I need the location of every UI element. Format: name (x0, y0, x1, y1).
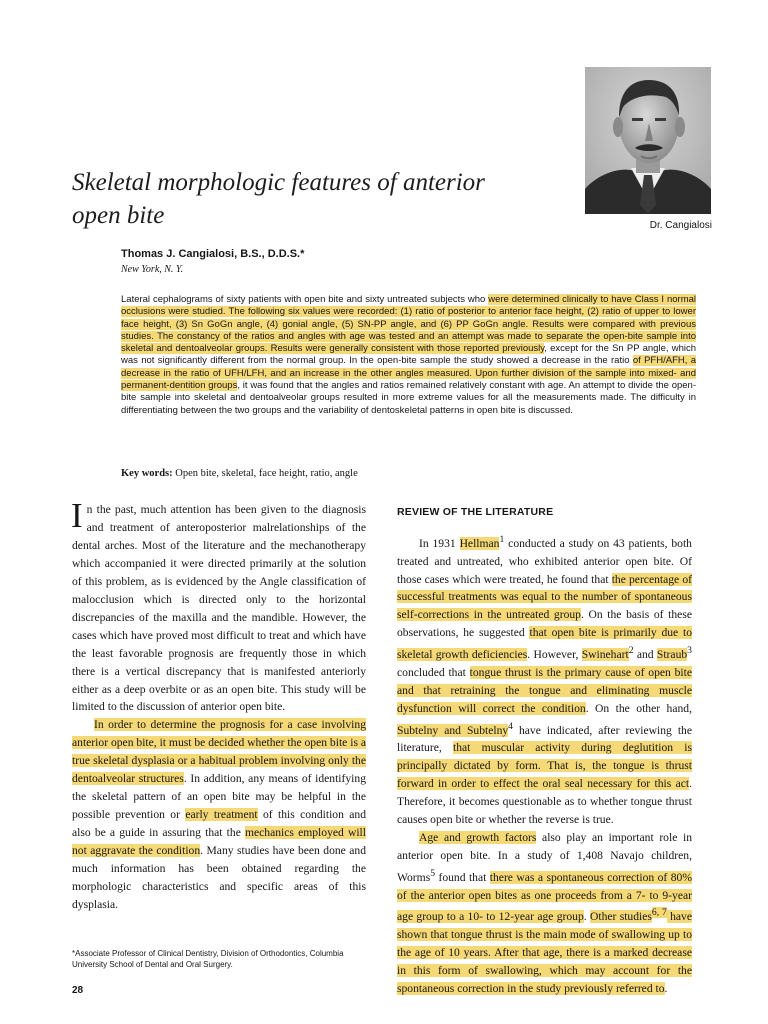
keywords (121, 468, 358, 479)
paragraph-text: n the past, much attention has been given to the diagnosis and treatment of anteroposterior malrelationships of the dental arches. Most of the literature and the mechanotherapy which accompanied it were directed primarily at the solution of this problem, as is evidenced by the Angle classification of malocclusion which is directed only to the horizontal discrepancies of the maxilla and the mandible. However, the cases which have proved most difficult to treat and which have the least favorable prognosis are frequently those in which there is a vertical discrepancy that is manifested anteriorly either as a deep overbite or as an open bite. This study will be limited to the discussion of anterior open bite. (72, 503, 366, 714)
paragraph-text: . (583, 910, 590, 924)
paragraph-text: conducted a study on 43 patients, both treated and untreated, who exhibited anterior open bite. Of those cases which were treated, he found that (397, 536, 692, 586)
highlighted-text: have shown that tongue thrust is the main mode of swallowing up to the age of 10 years. After that age, there is a marked decrease in this form of swallowing, which may account for the spontaneous correction in the study previously referred to (397, 910, 693, 995)
title-line-2: open bite (72, 202, 165, 229)
right-column (397, 504, 692, 998)
reference-number: 6, 7 (651, 907, 667, 919)
footnote: *Associate Professor of Clinical Dentistry, Division of Orthodontics, Columbia University School of Dental and Oral Surgery. (72, 949, 344, 969)
reference-number: 3 (687, 645, 692, 657)
abstract-text: Lateral cephalograms of sixty patients with open bite and sixty untreated subjects who (121, 294, 489, 305)
paragraph-text: of this condition and also be a guide in assuring that the (72, 808, 366, 840)
keywords-label: Key words: (121, 468, 173, 479)
paragraph-text: have indicated, after reviewing the literature, (397, 723, 692, 755)
body-paragraph (72, 716, 366, 913)
paragraph-text: also play an important role in anterior open bite. In a study of 1,408 Navajo children, Worms (397, 830, 693, 884)
paragraph-text: found that (435, 870, 490, 884)
reference-number: 4 (508, 720, 513, 732)
abstract-highlight: of PFH/AFH, a decrease in the ratio of UFH/LFH, and an increase in the other angles measured. Upon further division of the sample into mixed- and permanent-dentition groups (121, 355, 696, 392)
drop-cap: I (71, 496, 83, 535)
reference-number: 1 (499, 533, 505, 545)
paragraph-text: concluded that (397, 665, 470, 679)
paragraph-text: . On the basis of these observations, he suggested (397, 608, 692, 640)
paragraph-text: . (664, 981, 668, 995)
highlighted-text: Hellman (459, 536, 500, 550)
abstract-highlight: were determined clinically to have Class I normal occlusions were studied. The following six values were recorded: (1) ratio of posterior to anterior face height, (2) ratio of upper to lower face height, (3) Sn GoGn angle, (4) gonial angle, (5) SN-PP angle, and (6) PP GoGn angle. Results were compared with previous studies. The constancy of the ratios and angles with age was tested and an attempt was made to separate the open-bite sample into skeletal and dentoalveolar groups. Results were generally consistent with those reported previously (121, 294, 697, 355)
abstract (121, 294, 696, 417)
highlighted-text: that open bite is primarily due to skeletal growth deficiencies (397, 626, 692, 662)
highlighted-text: the percentage of successful treatments was equal to the number of spontaneous self-corrections in the untreated group (397, 572, 692, 622)
paragraph-text: In 1931 (419, 536, 460, 550)
paragraph-text: . Many studies have been done and much information has been obtained regarding the morphologic characteristics and specific areas of this dysplasia. (72, 844, 366, 911)
paragraph-text: . In addition, any means of identifying the skeletal pattern of an open bite may be helpful in the possible prevention or (72, 772, 366, 822)
highlighted-text: In order to determine the prognosis for a case involving anterior open bite, it must be decided whether the open bite is a true skeletal dysplasia or a habitual problem involving only the dentoalveolar structures (72, 718, 366, 786)
photo-caption: Dr. Cangialosi (649, 220, 712, 231)
intro-paragraph (71, 496, 366, 716)
highlighted-text: that muscular activity during deglutition is principally dictated by form. That is, the tongue is thrust forward in order to effect the oral seal necessary for this act (397, 741, 692, 791)
paragraph-text: and (633, 648, 657, 662)
highlighted-text: Age and growth factors (419, 830, 537, 844)
paragraph-text: . Therefore, it becomes questionable as to whether tongue thrust causes open bite or whether the reverse is true. (397, 777, 692, 827)
article-title (72, 166, 542, 232)
keywords-text: Open bite, skeletal, face height, ratio, angle (175, 468, 358, 479)
highlighted-text: Subtelny and Subtelny (397, 723, 509, 737)
highlighted-text: mechanics employed will not aggravate the condition (72, 826, 366, 858)
highlighted-text: early treatment (185, 808, 258, 822)
highlighted-text: Swinehart (581, 648, 629, 662)
section-heading: REVIEW OF THE LITERATURE (397, 506, 554, 518)
highlighted-text: Straub (656, 648, 688, 662)
reference-number: 2 (628, 645, 634, 657)
body-paragraph (397, 531, 692, 829)
highlighted-text: Other studies (589, 910, 652, 924)
paragraph-text: . However, (527, 648, 582, 662)
highlighted-text: there was a spontaneous correction of 80% of the anterior open bites as one proceeds from a 7- to 9-year age group to a 10- to 12-year age group (397, 870, 692, 924)
abstract-text: , except for the Sn PP angle, which was not significantly different from the normal group. In the open-bite sample the study showed a decrease in the ratio (121, 343, 696, 367)
reference-number: 5 (430, 867, 436, 879)
author-photo (585, 67, 711, 214)
left-column (71, 496, 366, 914)
paragraph-text: . On the other hand, (585, 701, 692, 715)
title-line-1: Skeletal morphologic features of anterior (72, 169, 485, 196)
abstract-text: , it was found that the angles and ratios remained relatively constant with age. An attempt to divide the open-bite sample into skeletal and dentoalveolar groups resulted in more extreme values for all the measurements made. The difficulty in differentiating between the two groups and the variability of dentoskeletal patterns in open bite is discussed. (121, 380, 696, 416)
author-location: New York, N. Y. (121, 264, 184, 275)
page-number: 28 (72, 985, 84, 996)
body-paragraph (397, 829, 692, 998)
author-name: Thomas J. Cangialosi, B.S., D.D.S.* (121, 248, 305, 260)
highlighted-text: tongue thrust is the primary cause of open bite and that retraining the tongue and eliminating muscle dysfunction will correct the condition (397, 665, 693, 715)
